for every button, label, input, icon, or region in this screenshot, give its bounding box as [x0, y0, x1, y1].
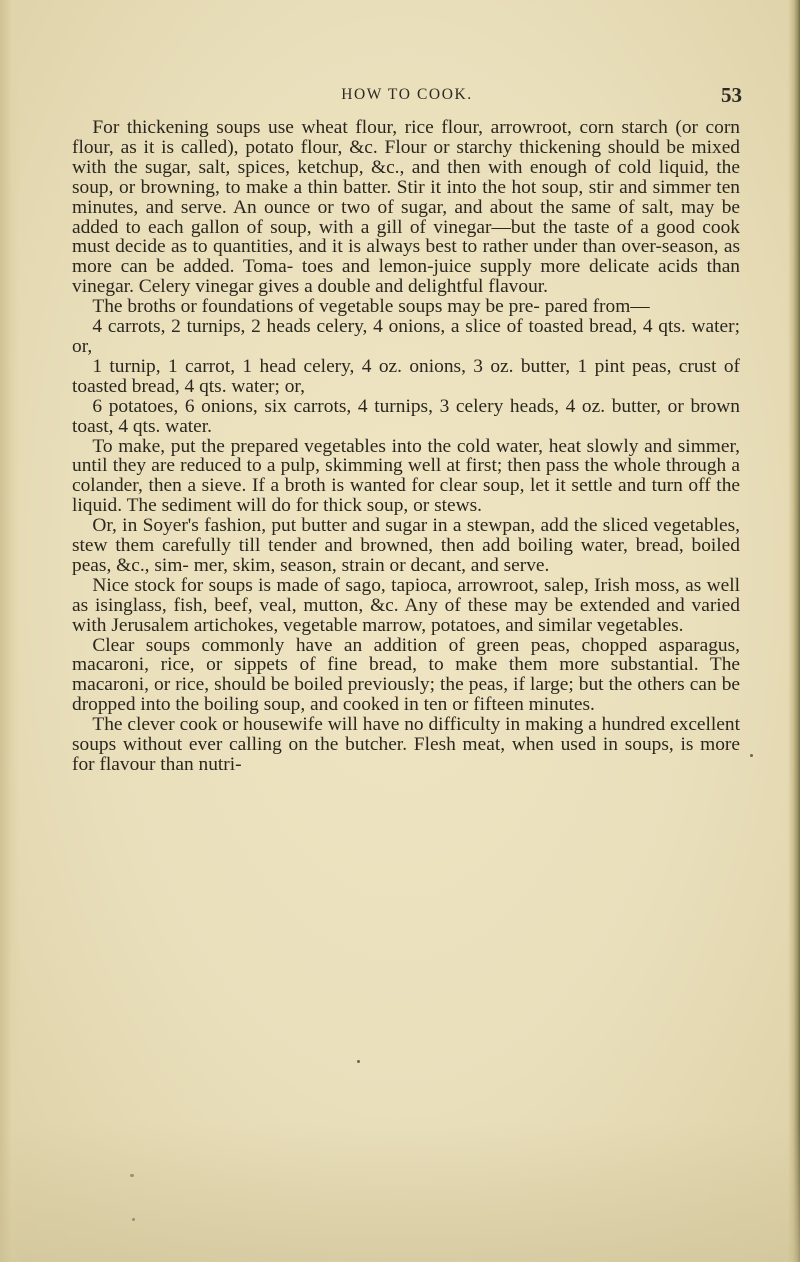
running-head: [72, 83, 742, 110]
paper-speck: [130, 1174, 134, 1177]
running-title: HOW TO COOK.: [341, 86, 473, 103]
recipe-line-3: 6 potatoes, 6 onions, six carrots, 4 turnips, 3 celery heads, 4 oz. butter, or brown toast, 4 qts. water.: [72, 395, 740, 437]
paragraph-broths-intro: The broths or foundations of vegetable soups may be pre- pared from—: [92, 296, 650, 318]
paragraph-clear-soups: Clear soups commonly have an addition of green peas, chopped asparagus, macaroni, rice, or sippets of fine bread, to make them more substantial. The macaroni, or rice, should be boiled previously; the peas, if large; but the others can be dropped into the boiling soup, and cooked in ten or fifteen minutes.: [72, 634, 740, 716]
paper-speck: [132, 1218, 135, 1221]
page-number: 53: [721, 83, 742, 107]
page-gutter-shadow: [0, 0, 20, 1262]
paragraph-clever-cook: The clever cook or housewife will have no difficulty in making a hundred excellent soups without ever calling on the butcher. Flesh meat, when used in soups, is more for flavour than nutri-: [72, 714, 740, 775]
recipe-line-1: 4 carrots, 2 turnips, 2 heads celery, 4 onions, a slice of toasted bread, 4 qts. water; or,: [72, 316, 740, 357]
paragraph-nice-stock: Nice stock for soups is made of sago, tapioca, arrowroot, salep, Irish moss, as well as isinglass, fish, beef, veal, mutton, &c. Any of these may be extended and varied with Jerusalem artichokes, vegetable marrow, potatoes, and similar vegetables.: [72, 574, 740, 636]
recipe-line-2: 1 turnip, 1 carrot, 1 head celery, 4 oz. onions, 3 oz. butter, 1 pint peas, crust of toasted bread, 4 qts. water; or,: [72, 355, 740, 397]
text-body: [72, 118, 740, 775]
paragraph-thickening: For thickening soups use wheat flour, rice flour, arrowroot, corn starch (or corn flour, as it is called), potato flour, &c. Flour or starchy thickening should be mixed with the sugar, salt, spices, ketchup, &c., and then with enough of cold liquid, the soup, or browning, to make a thin batter. Stir it into the hot soup, stir and simmer ten minutes, and serve. An ounce or two of sugar, and about the same of salt, may be added to each gallon of soup, with a gill of vinegar—but the taste of a good cook must decide as to quantities, and it is always best to rather under than over-season, as more can be added. Toma- toes and lemon-juice supply more delicate acids than vinegar. Celery vinegar gives a double and delightful flavour.: [72, 117, 740, 298]
paragraph-to-make: To make, put the prepared vegetables into the cold water, heat slowly and simmer, until they are reduced to a pulp, skimming well at first; then pass the whole through a colander, then a sieve. If a broth is wanted for clear soup, let it settle and turn off the liquid. The sediment will do for thick soup, or stews.: [72, 435, 740, 517]
page-bottom-tone: [0, 1122, 800, 1262]
paper-speck: [750, 754, 753, 757]
paper-speck: [357, 1060, 360, 1063]
page-edge-shadow: [788, 0, 800, 1262]
paragraph-soyer: Or, in Soyer's fashion, put butter and sugar in a stewpan, add the sliced vegetables, stew them carefully till tender and browned, then add boiling water, bread, boiled peas, &c., sim- mer, skim, season, strain or decant, and serve.: [72, 515, 740, 576]
